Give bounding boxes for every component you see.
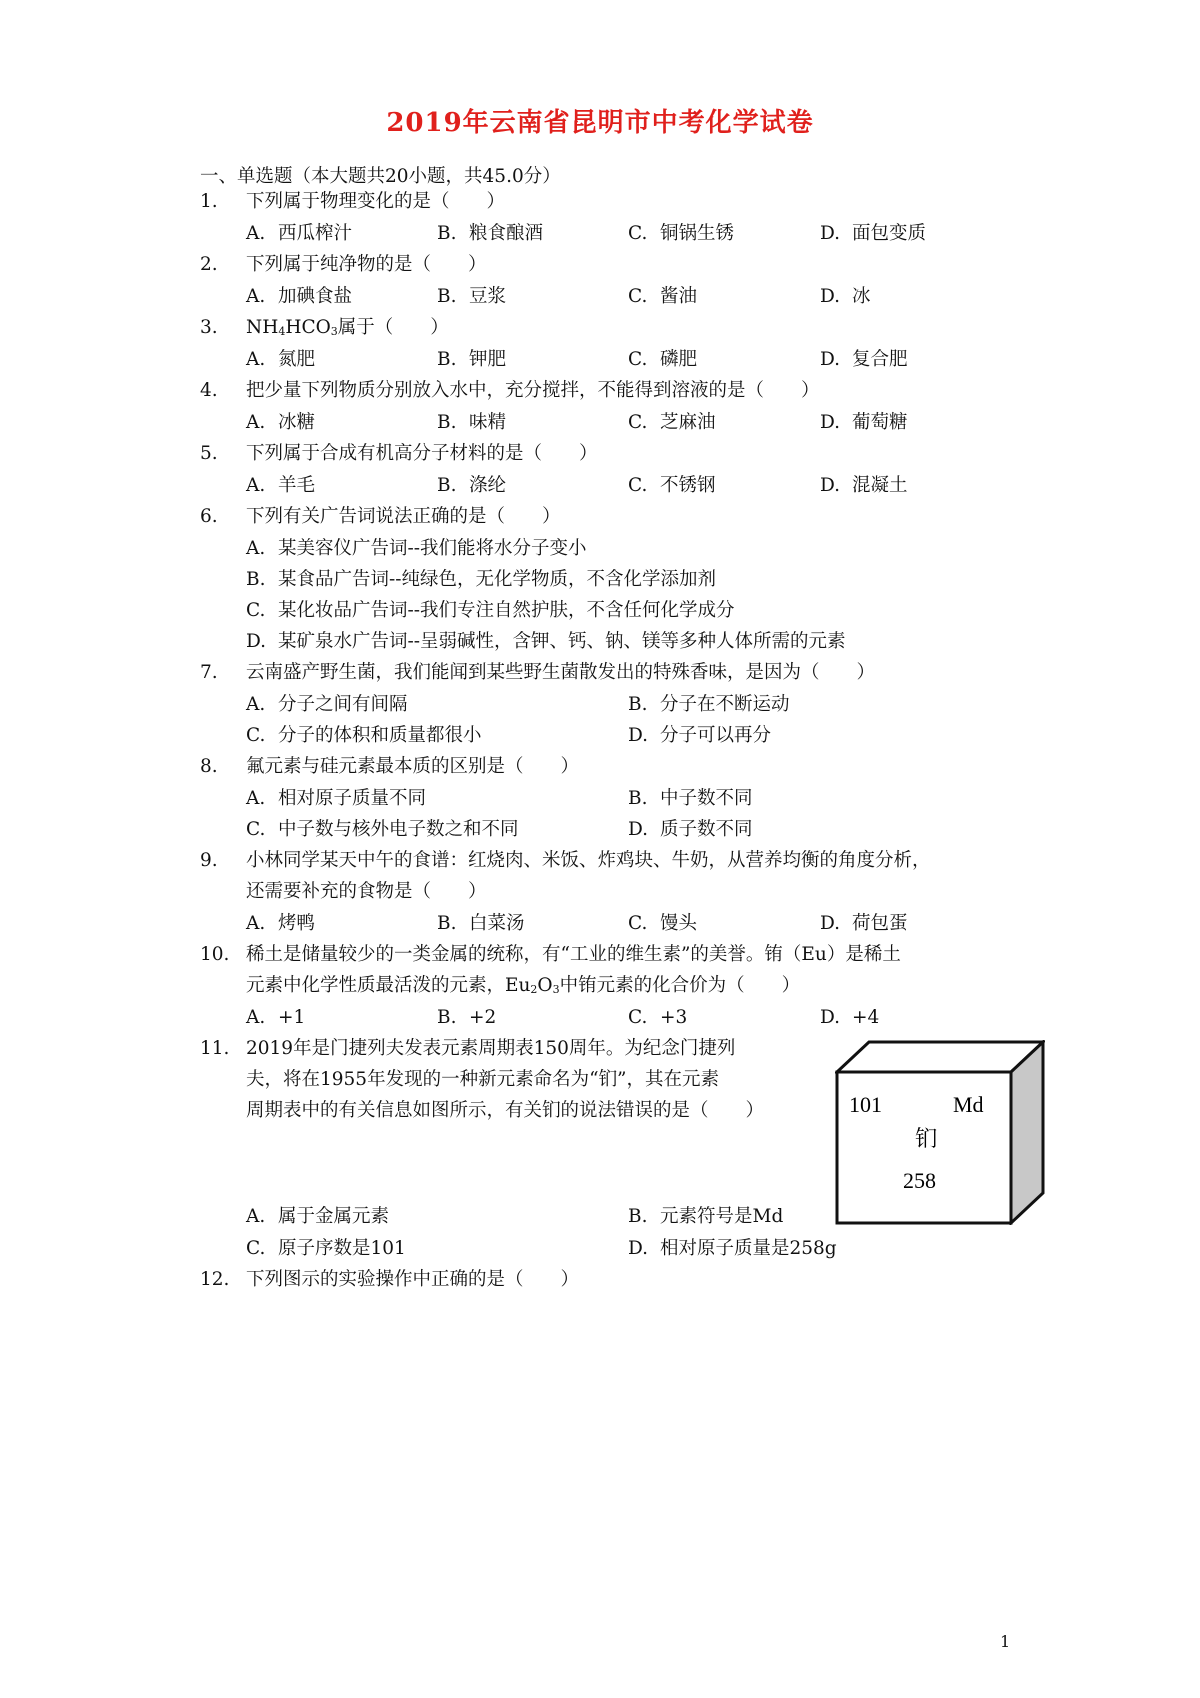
- option-d: D. 质子数不同: [628, 819, 753, 840]
- option-a: A. 氮肥: [246, 349, 316, 370]
- question-stem-cont: 夫，将在1955年发现的一种新元素命名为“钔”，其在元素: [246, 1069, 719, 1090]
- option-d: D. 分子可以再分: [628, 725, 772, 746]
- option-c: C. 中子数与核外电子数之和不同: [246, 819, 519, 840]
- question-number: 4.: [200, 380, 218, 401]
- page-title: 2019年云南省昆明市中考化学试卷: [386, 108, 814, 138]
- option-c: C. 铜锅生锈: [628, 223, 735, 244]
- option-b: B. 钾肥: [437, 349, 507, 370]
- page-number: 1: [1000, 1632, 1011, 1651]
- question-stem: 云南盛产野生菌，我们能闻到某些野生菌散发出的特殊香味，是因为（ ）: [246, 662, 876, 683]
- cube-top-face: [837, 1042, 1043, 1072]
- option-c: C. 原子序数是101: [246, 1238, 406, 1259]
- question-stem: 下列有关广告词说法正确的是（ ）: [246, 506, 561, 527]
- question-stem: 2019年是门捷列夫发表元素周期表150周年。为纪念门捷列: [246, 1038, 736, 1059]
- option-b: B. 分子在不断运动: [628, 694, 790, 715]
- question-stem: 稀土是储量较少的一类金属的统称，有“工业的维生素”的美誉。铕（Eu）是稀土: [246, 944, 901, 965]
- option-b: B. 豆浆: [437, 286, 507, 307]
- question-number: 11.: [200, 1038, 230, 1059]
- question-stem: 把少量下列物质分别放入水中，充分搅拌，不能得到溶液的是（ ）: [246, 380, 820, 401]
- question-stem-cont: 元素中化学性质最活泼的元素，$Eu_2O_3$中铕元素的化合价为（ ）: [246, 975, 801, 996]
- periodic-element-figure: [835, 1040, 1045, 1225]
- option-a: A. 属于金属元素: [246, 1206, 390, 1227]
- option-d: D. 冰: [820, 286, 871, 307]
- question-number: 3.: [200, 317, 218, 338]
- question-stem-cont: 周期表中的有关信息如图所示，有关钔的说法错误的是（ ）: [246, 1100, 765, 1121]
- question-stem: $NH_4HCO_3$属于（ ）: [246, 317, 449, 338]
- question-number: 12.: [200, 1269, 230, 1290]
- option-b: B. 味精: [437, 412, 507, 433]
- option-b: B. 涤纶: [437, 475, 507, 496]
- option-a: A. 分子之间有间隔: [246, 694, 408, 715]
- option-d: D. 某矿泉水广告词--呈弱碱性，含钾、钙、钠、镁等多种人体所需的元素: [246, 631, 846, 652]
- question-stem: 小林同学某天中午的食谱：红烧肉、米饭、炸鸡块、牛奶，从营养均衡的角度分析，: [246, 850, 931, 871]
- option-b: B. 某食品广告词--纯绿色，无化学物质，不含化学添加剂: [246, 569, 717, 590]
- question-number: 2.: [200, 254, 218, 275]
- question-number: 6.: [200, 506, 218, 527]
- question-stem: 下列属于合成有机高分子材料的是（ ）: [246, 443, 598, 464]
- option-b: B. +2: [437, 1007, 497, 1028]
- question-number: 5.: [200, 443, 218, 464]
- option-c: C. 芝麻油: [628, 412, 716, 433]
- option-c: C. 磷肥: [628, 349, 698, 370]
- question-stem: 下列属于纯净物的是（ ）: [246, 254, 487, 275]
- option-c: C. 酱油: [628, 286, 698, 307]
- option-c: C. 某化妆品广告词--我们专注自然护肤，不含任何化学成分: [246, 600, 735, 621]
- element-atomic-number: 101: [849, 1092, 882, 1117]
- option-c: C. 分子的体积和质量都很小: [246, 725, 482, 746]
- question-number: 8.: [200, 756, 218, 777]
- option-d: D. 荷包蛋: [820, 913, 908, 934]
- option-b: B. 中子数不同: [628, 788, 753, 809]
- option-a: A. 冰糖: [246, 412, 316, 433]
- option-a: A. 羊毛: [246, 475, 316, 496]
- option-c: C. +3: [628, 1007, 688, 1028]
- element-name: 钔: [915, 1127, 938, 1152]
- option-c: C. 不锈钢: [628, 475, 716, 496]
- cube-side-face: [1011, 1042, 1043, 1223]
- question-stem: 下列图示的实验操作中正确的是（ ）: [246, 1269, 580, 1290]
- option-a: A. 某美容仪广告词--我们能将水分子变小: [246, 538, 587, 559]
- option-d: D. 复合肥: [820, 349, 908, 370]
- question-stem-cont: 还需要补充的食物是（ ）: [246, 881, 487, 902]
- option-a: A. 加碘食盐: [246, 286, 353, 307]
- element-mass: 258: [903, 1168, 936, 1193]
- question-stem: 氟元素与硅元素最本质的区别是（ ）: [246, 756, 580, 777]
- option-c: C. 馒头: [628, 913, 698, 934]
- question-number: 9.: [200, 850, 218, 871]
- option-a: A. 相对原子质量不同: [246, 788, 427, 809]
- question-number: 10.: [200, 944, 230, 965]
- option-a: A. +1: [246, 1007, 306, 1028]
- option-a: A. 西瓜榨汁: [246, 223, 353, 244]
- option-b: B. 白菜汤: [437, 913, 525, 934]
- option-b: B. 元素符号是Md: [628, 1206, 784, 1227]
- section-heading: 一、单选题（本大题共20小题，共45.0分）: [200, 166, 561, 187]
- question-number: 7.: [200, 662, 218, 683]
- question-stem: 下列属于物理变化的是（ ）: [246, 191, 506, 212]
- option-a: A. 烤鸭: [246, 913, 316, 934]
- option-d: D. 葡萄糖: [820, 412, 908, 433]
- option-d: D. 面包变质: [820, 223, 927, 244]
- option-b: B. 粮食酿酒: [437, 223, 544, 244]
- element-symbol: Md: [953, 1092, 984, 1117]
- option-d: D. 混凝土: [820, 475, 908, 496]
- option-d: D. 相对原子质量是258g: [628, 1238, 837, 1259]
- option-d: D. +4: [820, 1007, 880, 1028]
- question-number: 1.: [200, 191, 218, 212]
